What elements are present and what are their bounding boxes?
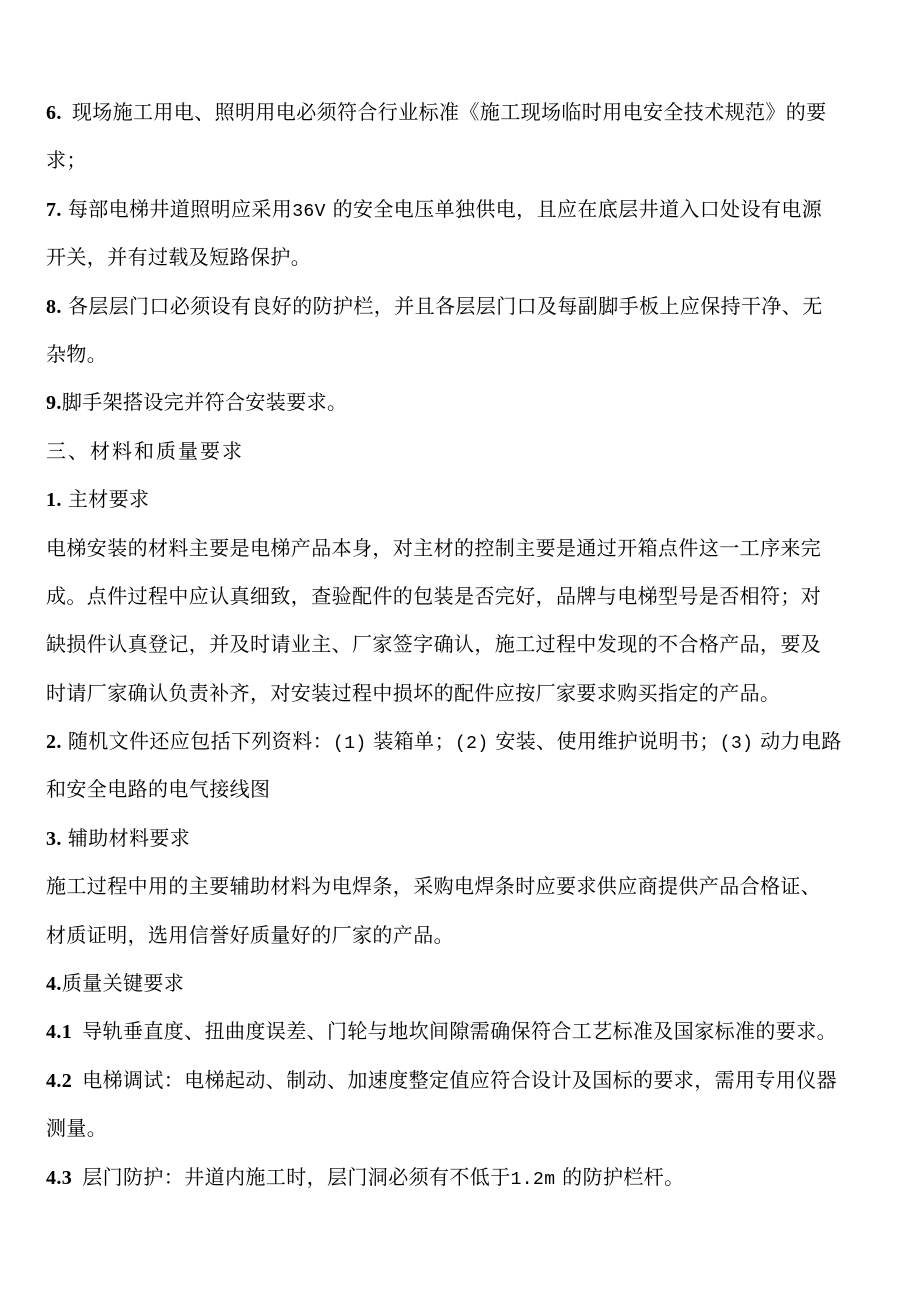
voltage-value: 36V	[292, 201, 326, 222]
text: 杂物。	[46, 341, 108, 366]
text: 安装、使用维护说明书；	[488, 729, 720, 754]
paragraph-line	[46, 620, 886, 668]
item-number: 4.3	[46, 1166, 73, 1189]
item-number: 4.2	[46, 1069, 73, 1092]
item-4-2-line-2	[46, 1104, 886, 1152]
text: 动力电路	[753, 729, 842, 754]
height-value: 1.2m	[510, 1169, 556, 1190]
subsection-2-line-1	[46, 717, 886, 765]
item-number: 2.	[46, 731, 62, 754]
paragraph-line	[46, 911, 886, 959]
section-title: 三、材料和质量要求	[46, 438, 244, 463]
document-body	[46, 88, 886, 1201]
text: 材质证明，选用信誉好质量好的厂家的产品。	[46, 922, 454, 947]
subsection-3-title	[46, 814, 886, 862]
text: 的安全电压单独供电，且应在底层井道入口处设有电源	[325, 196, 823, 221]
text: 每部电梯井道照明应采用	[67, 196, 293, 221]
item-4-1	[46, 1007, 886, 1055]
item-7-line-1	[46, 185, 886, 233]
item-8-line-1	[46, 282, 886, 330]
paragraph-line	[46, 524, 886, 572]
text: 质量关键要求	[61, 971, 185, 996]
section-heading	[46, 427, 886, 475]
item-number: 3.	[46, 827, 62, 850]
item-4-3	[46, 1153, 886, 1201]
list-marker: (1)	[333, 734, 367, 755]
item-number: 4.1	[46, 1021, 73, 1044]
item-number: 8.	[46, 295, 62, 318]
text: 随机文件还应包括下列资料：	[67, 729, 334, 754]
paragraph-line	[46, 572, 886, 620]
text: 成。点件过程中应认真细致，查验配件的包装是否完好，品牌与电梯型号是否相符；对	[46, 583, 822, 608]
item-9-line-1	[46, 378, 886, 426]
item-number: 4.	[46, 973, 62, 996]
item-6-line-1	[46, 88, 886, 136]
text: 求；	[46, 148, 87, 173]
text: 脚手架搭设完并符合安装要求。	[61, 390, 348, 415]
subsection-2-line-2	[46, 765, 886, 813]
text: 测量。	[46, 1116, 108, 1141]
text: 缺损件认真登记，并及时请业主、厂家签字确认，施工过程中发现的不合格产品，要及	[46, 632, 822, 657]
subsection-4-title	[46, 959, 886, 1007]
item-number: 7.	[46, 198, 62, 221]
subsection-1-title	[46, 475, 886, 523]
text: 的防护栏杆。	[555, 1164, 685, 1189]
text: 电梯调试：电梯起动、制动、加速度整定值应符合设计及国标的要求，需用专用仪器	[82, 1067, 838, 1092]
item-6-line-2	[46, 136, 886, 184]
text: 装箱单；	[366, 729, 455, 754]
text: 现场施工用电、照明用电必须符合行业标准《施工现场临时用电安全技术规范》的要	[71, 100, 827, 124]
item-number: 9.	[46, 392, 62, 415]
text: 开关，并有过载及短路保护。	[46, 245, 312, 270]
item-number: 1.	[46, 489, 62, 512]
text: 层门防护：井道内施工时，层门洞必须有不低于	[82, 1164, 511, 1189]
text: 辅助材料要求	[67, 825, 191, 850]
list-marker: (2)	[454, 734, 489, 755]
item-7-line-2	[46, 233, 886, 281]
list-marker: (3)	[719, 734, 754, 755]
text: 和安全电路的电气接线图	[46, 777, 271, 802]
text: 各层层门口必须设有良好的防护栏，并且各层层门口及每副脚手板上应保持干净、无	[67, 293, 823, 318]
item-4-2-line-1	[46, 1056, 886, 1104]
text: 时请厂家确认负责补齐，对安装过程中损坏的配件应按厂家要求购买指定的产品。	[46, 680, 781, 705]
paragraph-line	[46, 669, 886, 717]
text: 施工过程中用的主要辅助材料为电焊条，采购电焊条时应要求供应商提供产品合格证、	[46, 874, 822, 899]
paragraph-line	[46, 862, 886, 910]
text: 电梯安装的材料主要是电梯产品本身，对主材的控制主要是通过开箱点件这一工序来完	[46, 535, 822, 560]
text: 导轨垂直度、扭曲度误差、门轮与地坎间隙需确保符合工艺标准及国家标准的要求。	[82, 1019, 838, 1044]
text: 主材要求	[67, 487, 150, 512]
item-number: 6.	[46, 102, 62, 124]
item-8-line-2	[46, 330, 886, 378]
